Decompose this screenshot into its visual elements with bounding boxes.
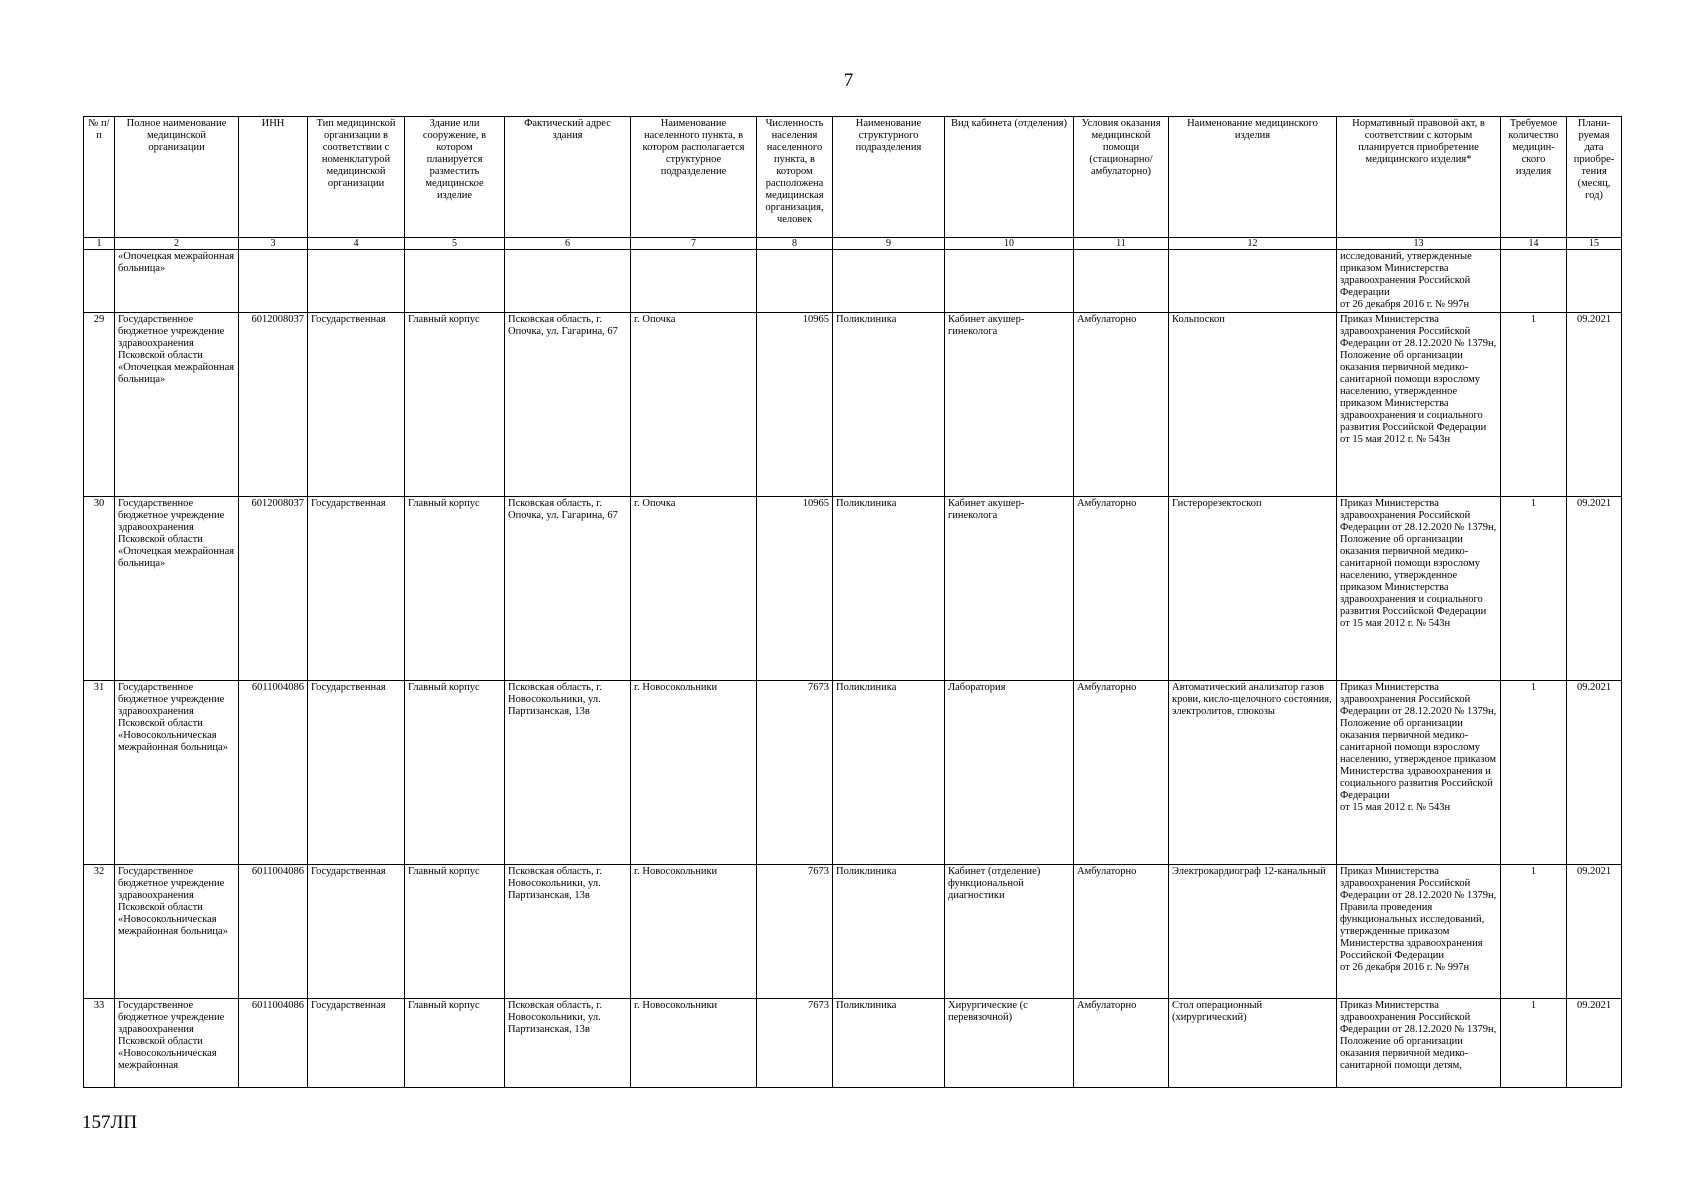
column-number: 8 [757, 238, 833, 250]
purchase-date: 09.2021 [1567, 313, 1622, 497]
quantity: 1 [1501, 865, 1567, 999]
quantity: 1 [1501, 681, 1567, 865]
care-conditions: Амбулаторно [1074, 999, 1169, 1088]
structural-unit: Поликлиника [833, 681, 945, 865]
column-number: 9 [833, 238, 945, 250]
legal-act: Приказ Министерства здравоохранения Российской Федерации от 28.12.2020 № 1379н, Положение об организации оказания первичной медико-санитарной помощи взрослому населению, утвержденное приказом Министерства здравоохранения и социального развития Российской Федерации от 15 мая 2012 г. № 543н [1337, 497, 1501, 681]
header-cell: Тип медицинской организации в соответствии с номенклатурой медицинской организации [308, 117, 405, 238]
column-number: 2 [115, 238, 239, 250]
legal-act: исследований, утвержденные приказом Министерства здравоохранения Российской Федерации от 26 декабря 2016 г. № 997н [1337, 250, 1501, 313]
cabinet-type: Лаборатория [945, 681, 1074, 865]
inn: 6011004086 [239, 999, 308, 1088]
inn: 6011004086 [239, 681, 308, 865]
purchase-date: 09.2021 [1567, 999, 1622, 1088]
table-row [84, 681, 1622, 865]
org-name: Государственное бюджетное учреждение здравоохранения Псковской области «Опочецкая межрайонная больница» [115, 497, 239, 681]
purchase-date: 09.2021 [1567, 681, 1622, 865]
medical-device: Автоматический анализатор газов крови, кисло-щелочного состояния, электролитов, глюкозы [1169, 681, 1337, 865]
document-code: 157ЛП [82, 1112, 138, 1133]
continuation-row [84, 250, 1622, 313]
column-number: 7 [631, 238, 757, 250]
address: Псковская область, г. Опочка, ул. Гагарина, 67 [505, 313, 631, 497]
building: Главный корпус [405, 497, 505, 681]
row-number: 31 [84, 681, 115, 865]
column-number: 5 [405, 238, 505, 250]
population: 7673 [757, 999, 833, 1088]
header-cell: Наименование населенного пункта, в котором располагается структурное подразделение [631, 117, 757, 238]
care-conditions: Амбулаторно [1074, 497, 1169, 681]
medical-device: Электрокардиограф 12-канальный [1169, 865, 1337, 999]
table-row [84, 865, 1622, 999]
row-number: 32 [84, 865, 115, 999]
row-number: 29 [84, 313, 115, 497]
locality: г. Опочка [631, 313, 757, 497]
legal-act: Приказ Министерства здравоохранения Российской Федерации от 28.12.2020 № 1379н, Правила проведения функциональных исследований, утвержденные приказом Министерства здравоохранения Российской Федерации от 26 декабря 2016 г. № 997н [1337, 865, 1501, 999]
structural-unit: Поликлиника [833, 999, 945, 1088]
legal-act: Приказ Министерства здравоохранения Российской Федерации от 28.12.2020 № 1379н, Положение об организации оказания первичной медико-санитарной помощи детям, [1337, 999, 1501, 1088]
structural-unit: Поликлиника [833, 313, 945, 497]
medical-device: Гистерорезектоскоп [1169, 497, 1337, 681]
address: Псковская область, г. Новосокольники, ул. Партизанская, 13в [505, 999, 631, 1088]
column-number: 10 [945, 238, 1074, 250]
header-row [84, 117, 1622, 238]
care-conditions: Амбулаторно [1074, 865, 1169, 999]
org-type: Государственная [308, 865, 405, 999]
table-row [84, 313, 1622, 497]
inn: 6012008037 [239, 313, 308, 497]
care-conditions: Амбулаторно [1074, 681, 1169, 865]
org-name: «Опочецкая межрайонная больница» [115, 250, 239, 313]
legal-act: Приказ Министерства здравоохранения Российской Федерации от 28.12.2020 № 1379н, Положение об организации оказания первичной медико-санитарной помощи взрослому населению, утвержденое приказом Министерства здравоохранения и социального развития Российской Федерации от 15 мая 2012 г. № 543н [1337, 681, 1501, 865]
row-number: 30 [84, 497, 115, 681]
medical-device: Стол операционный (хирургический) [1169, 999, 1337, 1088]
structural-unit: Поликлиника [833, 865, 945, 999]
table-row [84, 497, 1622, 681]
locality: г. Новосокольники [631, 999, 757, 1088]
page-number: 7 [843, 70, 854, 91]
cabinet-type: Кабинет акушер-гинеколога [945, 497, 1074, 681]
building: Главный корпус [405, 865, 505, 999]
column-number: 3 [239, 238, 308, 250]
header-cell: Нормативный правовой акт, в соответствии с которым планируется приобретение медицинского изделия* [1337, 117, 1501, 238]
quantity: 1 [1501, 313, 1567, 497]
address: Псковская область, г. Опочка, ул. Гагарина, 67 [505, 497, 631, 681]
header-cell: Плани-руемая дата приобре-тения (месяц, год) [1567, 117, 1622, 238]
column-number-row [84, 238, 1622, 250]
locality: г. Опочка [631, 497, 757, 681]
column-number: 13 [1337, 238, 1501, 250]
org-name: Государственное бюджетное учреждение здравоохранения Псковской области «Новосокольническая межрайонная больница» [115, 865, 239, 999]
header-cell: № п/п [84, 117, 115, 238]
header-cell: Здание или сооружение, в котором планируется разместить медицинское изделие [405, 117, 505, 238]
header-cell: Условия оказания медицинской помощи (стационарно/ амбулаторно) [1074, 117, 1169, 238]
org-name: Государственное бюджетное учреждение здравоохранения Псковской области «Новосокольническая межрайонная [115, 999, 239, 1088]
column-number: 12 [1169, 238, 1337, 250]
population: 10965 [757, 497, 833, 681]
column-number: 4 [308, 238, 405, 250]
building: Главный корпус [405, 999, 505, 1088]
header-cell: Численность населения населенного пункта, в котором расположена медицинская организация, человек [757, 117, 833, 238]
row-number: 33 [84, 999, 115, 1088]
population: 10965 [757, 313, 833, 497]
building: Главный корпус [405, 681, 505, 865]
legal-act: Приказ Министерства здравоохранения Российской Федерации от 28.12.2020 № 1379н, Положение об организации оказания первичной медико-санитарной помощи взрослому населению, утвержденное приказом Министерства здравоохранения и социального развития Российской Федерации от 15 мая 2012 г. № 543н [1337, 313, 1501, 497]
address: Псковская область, г. Новосокольники, ул. Партизанская, 13в [505, 681, 631, 865]
header-cell: Наименование структурного подразделения [833, 117, 945, 238]
care-conditions: Амбулаторно [1074, 313, 1169, 497]
cabinet-type: Кабинет (отделение) функциональной диагностики [945, 865, 1074, 999]
population: 7673 [757, 865, 833, 999]
inn: 6011004086 [239, 865, 308, 999]
building: Главный корпус [405, 313, 505, 497]
org-type: Государственная [308, 497, 405, 681]
org-name: Государственное бюджетное учреждение здравоохранения Псковской области «Опочецкая межрайонная больница» [115, 313, 239, 497]
header-cell: ИНН [239, 117, 308, 238]
locality: г. Новосокольники [631, 865, 757, 999]
header-cell: Полное наименование медицинской организации [115, 117, 239, 238]
cabinet-type: Кабинет акушер-гинеколога [945, 313, 1074, 497]
column-number: 6 [505, 238, 631, 250]
locality: г. Новосокольники [631, 681, 757, 865]
org-type: Государственная [308, 313, 405, 497]
equipment-table [83, 116, 1622, 1088]
org-type: Государственная [308, 681, 405, 865]
column-number: 14 [1501, 238, 1567, 250]
header-cell: Вид кабинета (отделения) [945, 117, 1074, 238]
quantity: 1 [1501, 999, 1567, 1088]
address: Псковская область, г. Новосокольники, ул. Партизанская, 13в [505, 865, 631, 999]
population: 7673 [757, 681, 833, 865]
column-number: 11 [1074, 238, 1169, 250]
inn: 6012008037 [239, 497, 308, 681]
medical-device: Кольпоскоп [1169, 313, 1337, 497]
header-cell: Наименование медицинского изделия [1169, 117, 1337, 238]
purchase-date: 09.2021 [1567, 865, 1622, 999]
table-row [84, 999, 1622, 1088]
structural-unit: Поликлиника [833, 497, 945, 681]
column-number: 15 [1567, 238, 1622, 250]
quantity: 1 [1501, 497, 1567, 681]
column-number: 1 [84, 238, 115, 250]
org-type: Государственная [308, 999, 405, 1088]
org-name: Государственное бюджетное учреждение здравоохранения Псковской области «Новосокольническая межрайонная больница» [115, 681, 239, 865]
purchase-date: 09.2021 [1567, 497, 1622, 681]
header-cell: Требуемое количество медицин-ского изделия [1501, 117, 1567, 238]
header-cell: Фактический адрес здания [505, 117, 631, 238]
cabinet-type: Хирургические (с перевязочной) [945, 999, 1074, 1088]
